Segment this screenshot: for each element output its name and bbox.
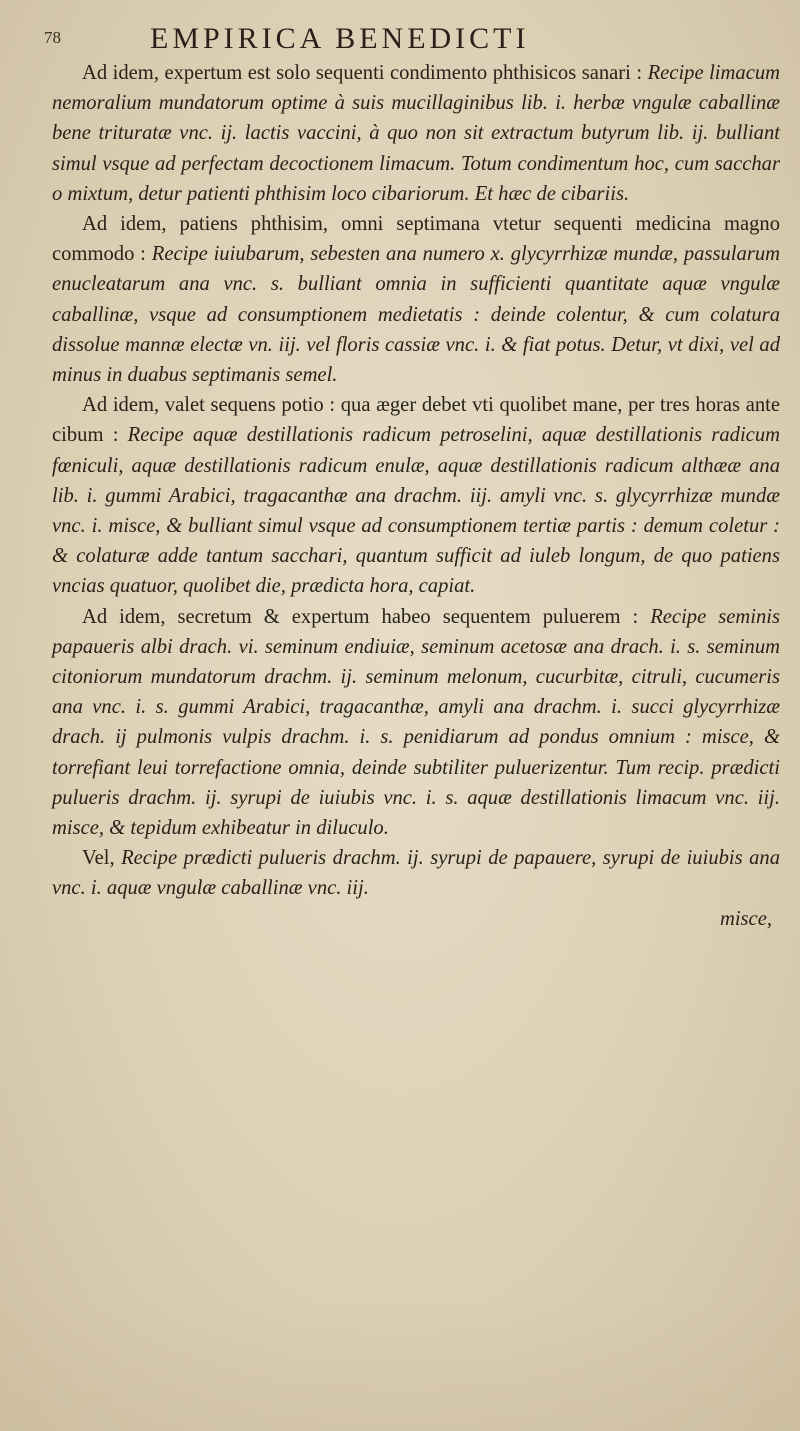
page-bottom-margin <box>0 1300 800 1431</box>
paragraph-lead: Ad idem, secretum & expertum habeo sequentem puluerem : <box>82 605 651 628</box>
page-number: 78 <box>44 28 61 47</box>
paragraph-vel <box>52 843 780 903</box>
body-text <box>52 58 780 934</box>
paragraph-potio <box>52 390 780 601</box>
paragraph-medicina <box>52 209 780 390</box>
recipe-text: Recipe limacum nemoralium mundatorum optime à suis mucillaginibus lib. i. herbæ vngulæ caballinæ bene trituratæ vnc. ij. lactis vaccini, à quo non sit extractum butyrum lib. ij. bulliant simul vsque ad perfectam decoctionem limacum. Totum condimentum hoc, cum sacchar o mixtum, detur patienti phthisim loco cibariorum. <box>52 62 781 205</box>
paragraph-lead: Ad idem, patiens phthisim, omni septimana vtetur sequenti medicina magno commodo : <box>52 213 780 266</box>
paragraph-puluis <box>52 602 780 844</box>
paragraph-lead: Ad idem, expertum est solo sequenti condimento phthisicos sanari : <box>82 62 648 84</box>
running-head: EMPIRICA BENEDICTI <box>150 22 530 55</box>
recipe-text: Recipe prædicti pulueris drachm. ij. syrupi de papauere, syrupi de iuiubis ana vnc. i. aquæ vngulæ caballinæ vnc. iij. <box>52 847 781 900</box>
recipe-text: Recipe aquæ destillationis radicum petroselini, aquæ destillationis radicum fœniculi, aquæ destillationis radicum enulæ, aquæ destillationis radicum althææ ana lib. i. gummi Arabici, tragacanthæ ana drachm. iij. amyli vnc. s. glycyrrhizæ mundæ vnc. i. misce, & bulliant simul vsque ad consumptionem tertiæ partis : demum coletur : & colaturæ adde tantum sacchari, quantum sufficit ad iuleb longum, de quo patiens vncias quatuor, quolibet die, prædicta hora, capiat. <box>52 424 780 598</box>
catchword: misce, <box>719 907 772 930</box>
paragraph-tail: Et hæc de cibariis. <box>469 182 630 205</box>
paragraph-condimentum <box>52 58 780 209</box>
page-header <box>0 14 800 54</box>
paragraph-lead: Ad idem, valet sequens potio : qua æger debet vti quolibet mane, per tres horas ante cibum : <box>52 394 780 447</box>
paragraph-lead: Vel, <box>82 847 122 870</box>
recipe-text: Recipe iuiubarum, sebesten ana numero x. glycyrrhizæ mundæ, passularum enucleatarum ana vnc. s. bulliant omnia in sufficienti quantitate aquæ vngulæ caballinæ, vsque ad consumptionem medietatis : deinde colentur, & cum colatura dissolue mannæ electæ vn. iij. vel floris cassiæ vnc. i. & fiat potus. Detur, vt dixi, vel ad minus in duabus septimanis semel. <box>52 243 780 387</box>
recipe-text: Recipe seminis papaueris albi drach. vi. seminum endiuiæ, seminum acetosæ ana drach. i. s. seminum citoniorum mundatorum drachm. ij. seminum melonum, cucurbitæ, citruli, cucumeris ana vnc. i. s. gummi Arabici, tragacanthæ, amyli ana drachm. i. succi glycyrrhizæ drach. ij pulmonis vulpis drachm. i. s. penidiarum ad pondus omnium : misce, & torrefiant leui torrefactione omnia, deinde subtiliter puluerizentur. Tum recip. prædicti pulueris drachm. ij. syrupi de iuiubis vnc. i. s. aquæ destillationis limacum vnc. iij. misce, & tepidum exhibeatur in diluculo. <box>52 605 780 840</box>
